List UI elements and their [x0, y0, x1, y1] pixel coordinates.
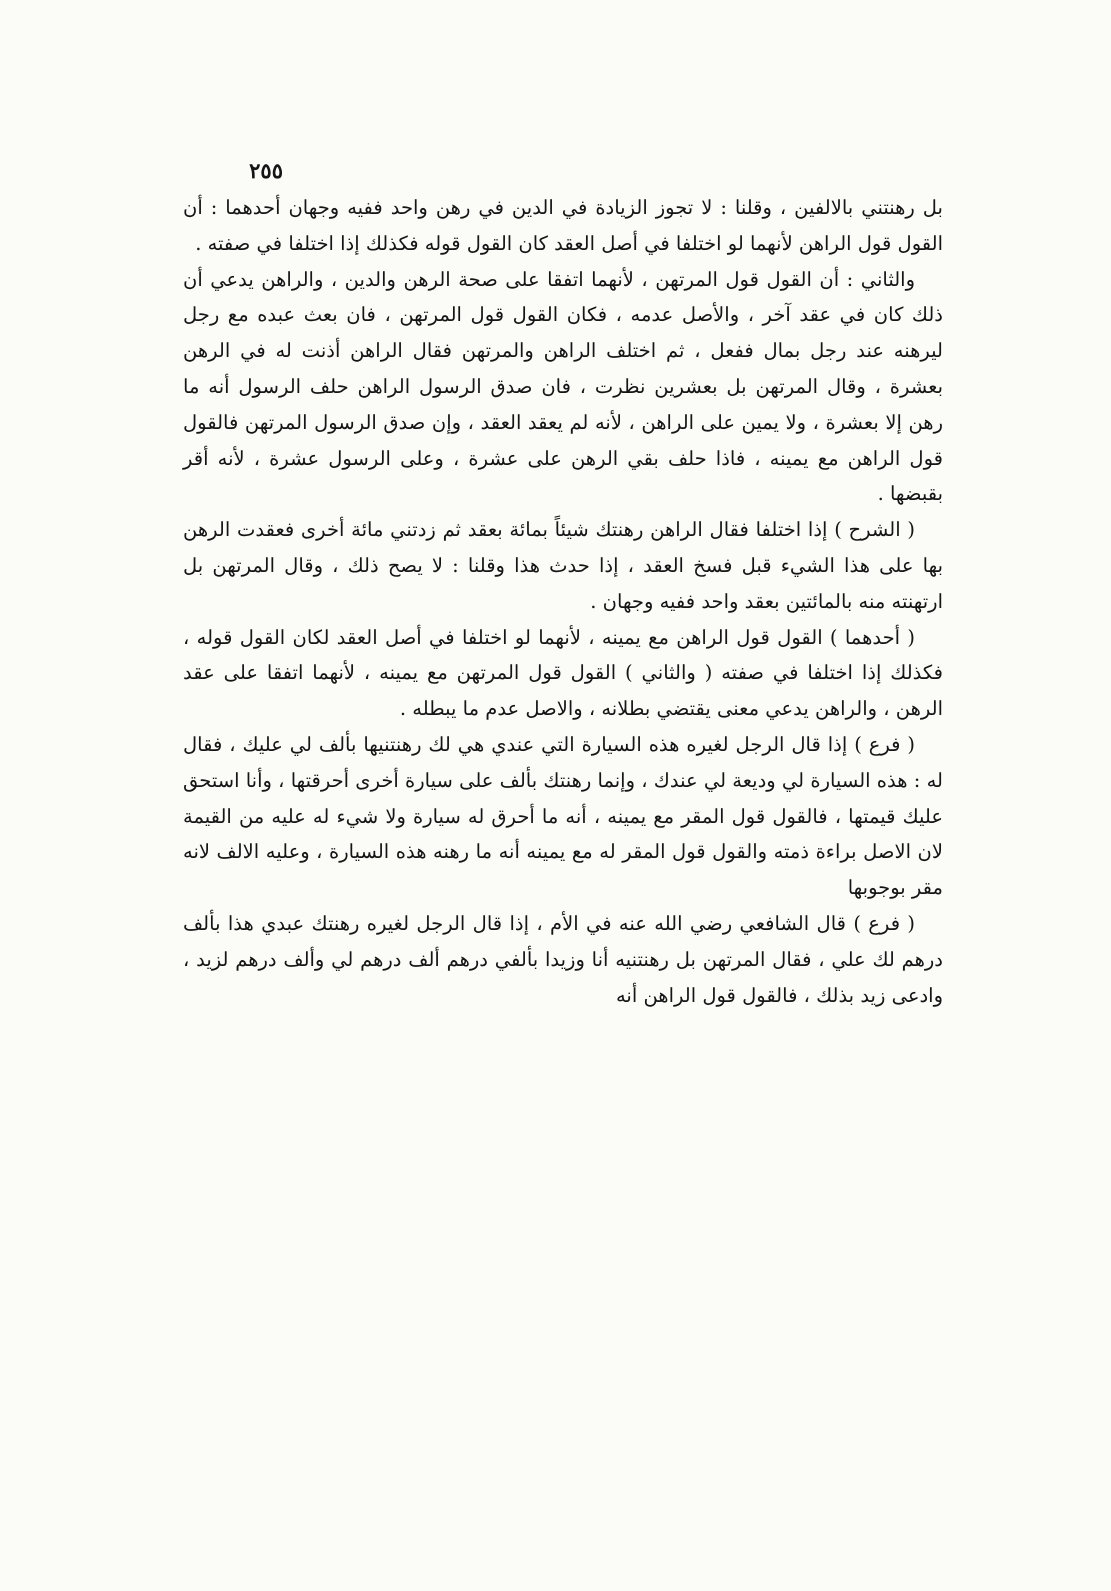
paragraph: ( الشرح ) إذا اختلفا فقال الراهن رهنتك شيئاً بمائة بعقد ثم زدتني مائة أخرى فعقدت الرهن بها على هذا الشيء قبل فسخ العقد ، إذا حدث هذا وقلنا : لا يصح ذلك ، وقال المرتهن بل ارتهنته منه بالمائتين بعقد واحد ففيه وجهان .	[183, 518, 943, 613]
paragraph: بل رهنتني بالالفين ، وقلنا : لا تجوز الزيادة في الدين في رهن واحد ففيه وجهان أحدهما : أن القول قول الراهن لأنهما لو اختلفا في أصل العقد كان القول قوله فكذلك إذا اختلفا في صفته .	[183, 196, 943, 255]
paragraph: ( فرع ) قال الشافعي رضي الله عنه في الأم ، إذا قال الرجل لغيره رهنتك عبدي هذا بألف درهم لك علي ، فقال المرتهن بل رهنتنيه أنا وزيدا بألفي درهم ألف درهم لي وألف درهم لزيد ، وادعى زيد بذلك ، فالقول قول الراهن أنه	[183, 911, 943, 1007]
paragraph: ( أحدهما ) القول قول الراهن مع يمينه ، لأنهما لو اختلفا في أصل العقد لكان القول قوله ، فكذلك إذا اختلفا في صفته ( والثاني ) القول قول المرتهن مع يمينه ، لأنهما اتفقا على عقد الرهن ، والراهن يدعي معنى يقتضي بطلانه ، والاصل عدم ما يبطله .	[183, 625, 943, 721]
body-text	[183, 190, 943, 1013]
page-number: ٢٥٥	[249, 158, 283, 183]
paragraph: والثاني : أن القول قول المرتهن ، لأنهما اتفقا على صحة الرهن والدين ، والراهن يدعي أن ذلك كان في عقد آخر ، والأصل عدمه ، فكان القول قول المرتهن ، فان بعث عبده مع رجل ليرهنه عند رجل بمال ففعل ، ثم اختلف الراهن والمرتهن فقال الراهن أذنت له في الرهن بعشرة ، وقال المرتهن بل بعشرين نظرت ، فان صدق الرسول الراهن حلف الرسول أنه ما رهن إلا بعشرة ، ولا يمين على الراهن ، لأنه لم يعقد العقد ، وإن صدق الرسول المرتهن فالقول قول الراهن مع يمينه ، فاذا حلف بقي الرهن على عشرة ، وعلى الرسول عشرة ، لأنه أقر بقبضها .	[183, 267, 943, 506]
paragraph: ( فرع ) إذا قال الرجل لغيره هذه السيارة التي عندي هي لك رهنتنيها بألف لي عليك ، فقال له : هذه السيارة لي وديعة لي عندك ، وإنما رهنتك بألف على سيارة أخرى أحرقتها ، وأنا استحق عليك قيمتها ، فالقول قول المقر مع يمينه ، أنه ما أحرق له سيارة ولا شيء له عليه من القيمة لان الاصل براءة ذمته والقول قول المقر له مع يمينه أنه ما رهنه هذه السيارة ، وعليه الالف لانه مقر بوجوبها	[183, 732, 943, 900]
